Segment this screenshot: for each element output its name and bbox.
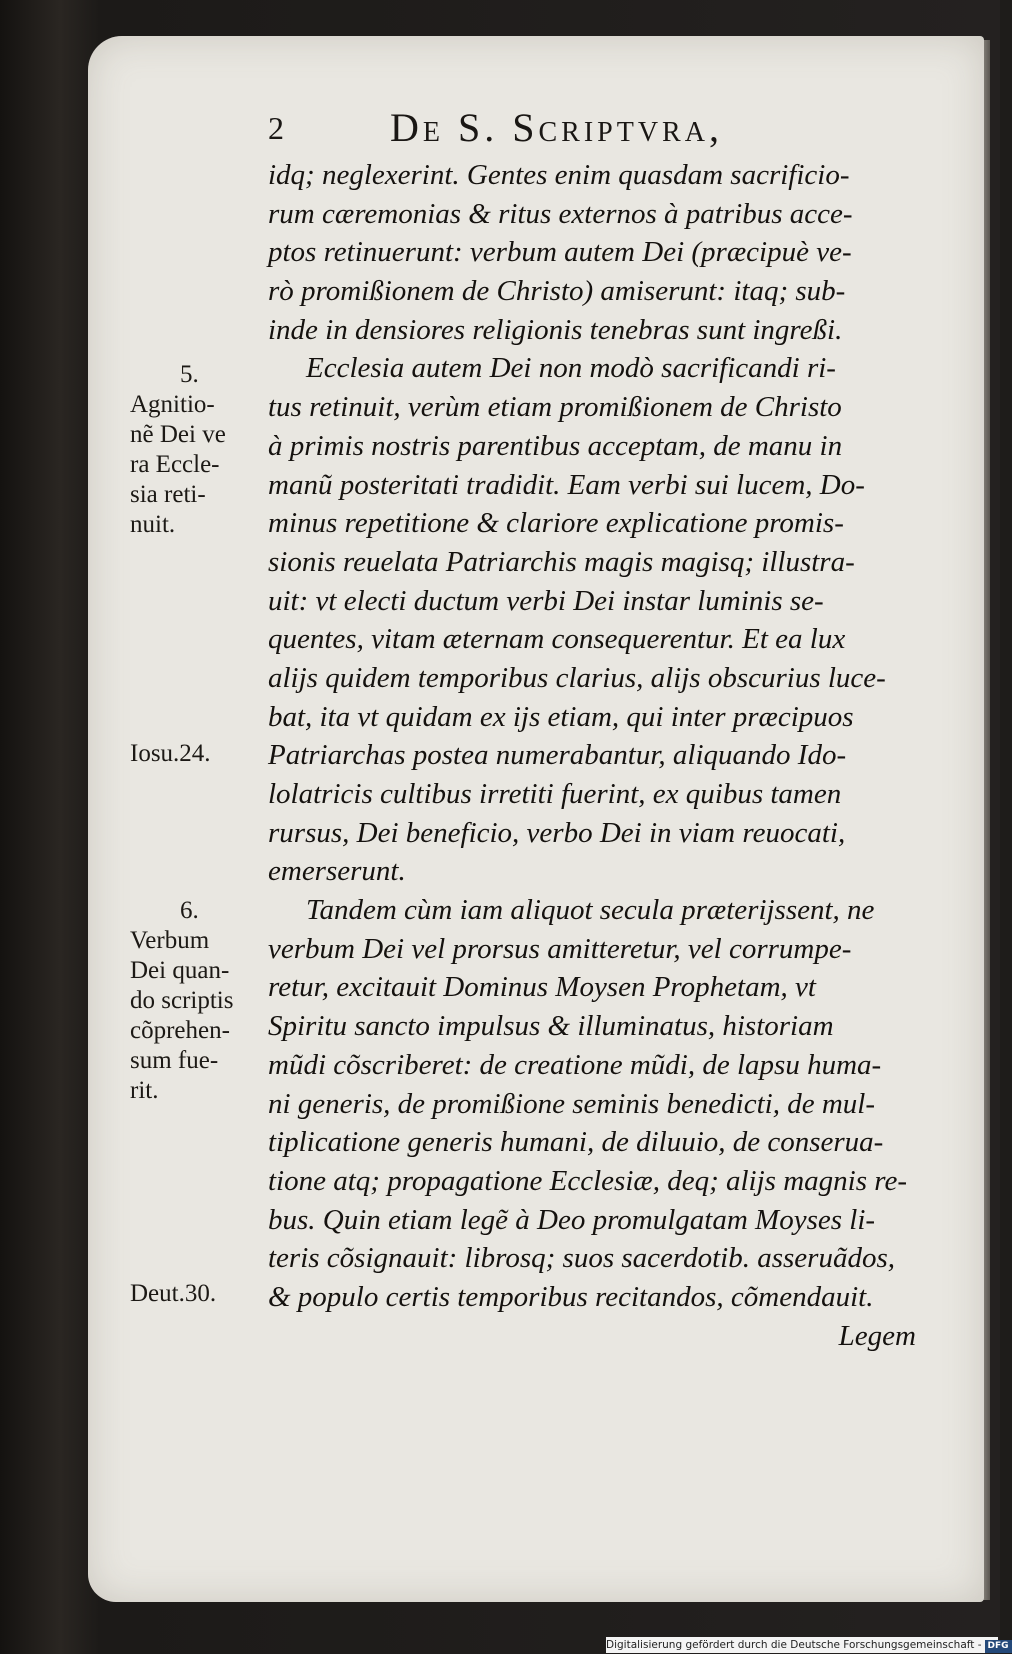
margin-note-number: 5. [180, 361, 199, 388]
digitization-credit [606, 1637, 1009, 1653]
text-line: Ecclesia autem Dei non modò sacrificandi ri- [306, 352, 836, 385]
margin-note-line: Dei quan- [130, 957, 230, 984]
margin-note-line: nẽ Dei ve [130, 421, 226, 448]
text-line: mũdi cõscriberet: de creatione mũdi, de lapsu huma- [268, 1048, 882, 1081]
margin-note-line: sia reti- [130, 481, 206, 508]
margin-note-line: Agnitio- [130, 391, 215, 418]
margin-note-5 [130, 360, 262, 540]
text-line: & populo certis temporibus recitandos, cõmendauit. [268, 1280, 874, 1313]
text-line: inde in densiores religionis tenebras sunt ingreßi. [268, 313, 843, 346]
margin-note-line: rit. [130, 1077, 159, 1104]
text-line: à primis nostris parentibus acceptam, de manu in [268, 429, 843, 462]
margin-reference-iosu: Iosu.24. [130, 740, 211, 767]
text-line: alijs quidem temporibus clarius, alijs obscurius luce- [268, 661, 886, 694]
text-line: tiplicatione generis humani, de diluuio, de conserua- [268, 1126, 884, 1159]
text-line: rò promißionem de Christo) amiserunt: itaq; sub- [268, 275, 846, 308]
text-line: retur, excitauit Dominus Moysen Prophetam, vt [268, 971, 816, 1004]
text-line: verbum Dei vel prorsus amitteretur, vel corrumpe- [268, 932, 852, 965]
text-line: Tandem cùm iam aliquot secula præterijssent, ne [306, 894, 875, 927]
text-line: minus repetitione & clariore explicatione promis- [268, 507, 844, 540]
margin-note-line: do scriptis [130, 987, 234, 1014]
text-line: rursus, Dei beneficio, verbo Dei in viam reuocati, [268, 816, 846, 849]
text-line: bus. Quin etiam legẽ à Deo promulgatam Moyses li- [268, 1203, 876, 1236]
folio-number: 2 [268, 110, 284, 146]
text-line: teris cõsignauit: librosq; suos sacerdotib. asseruãdos, [268, 1242, 895, 1275]
dfg-logo: DFG [985, 1640, 1012, 1653]
margin-note-line: nuit. [130, 511, 176, 538]
text-line: lolatricis cultibus irretiti fuerint, ex quibus tamen [268, 778, 842, 810]
margin-note-number: 6. [180, 897, 199, 924]
text-line: emerserunt. [268, 855, 406, 888]
margin-note-line: ra Eccle- [130, 451, 220, 478]
text-line: Patriarchas postea numerabantur, aliquando Ido- [268, 739, 847, 772]
text-line: uit: vt electi ductum verbi Dei instar luminis se- [268, 584, 824, 617]
text-line: tione atq; propagatione Ecclesiæ, deq; alijs magnis re- [268, 1164, 907, 1197]
text-line: manũ posteritati tradidit. Eam verbi sui lucem, Do- [268, 468, 865, 501]
text-line: ni generis, de promißione seminis benedicti, de mul- [268, 1087, 876, 1120]
margin-reference-deut: Deut.30. [130, 1280, 217, 1307]
text-line: bat, ita vt quidam ex ijs etiam, qui inter præcipuos [268, 700, 854, 733]
text-line: rum cæremonias & ritus externos à patribus acce- [268, 197, 853, 230]
margin-note-line: sum fue- [130, 1047, 219, 1074]
text-line: ptos retinuerunt: verbum autem Dei (præcipuè ve- [268, 236, 852, 269]
text-line: quentes, vitam æternam consequerentur. Et ea lux [268, 623, 846, 656]
running-title: De S. Scriptvra, [390, 105, 723, 150]
catchword: Legem [838, 1319, 916, 1352]
margin-note-6 [130, 896, 262, 1106]
credit-text: Digitalisierung gefördert durch die Deutsche Forschungsgemeinschaft - [606, 1639, 982, 1651]
margin-note-line: cõprehen- [130, 1017, 230, 1044]
page-header [268, 104, 808, 154]
text-line: sionis reuelata Patriarchis magis magisq; illustra- [268, 545, 855, 578]
text-line: tus retinuit, verùm etiam promißionem de Christo [268, 391, 842, 424]
margin-note-line: Verbum [130, 927, 210, 954]
main-text [268, 156, 922, 1355]
text-line: idq; neglexerint. Gentes enim quasdam sacrificio- [268, 159, 850, 191]
text-line: Spiritu sancto impulsus & illuminatus, historiam [268, 1010, 834, 1043]
